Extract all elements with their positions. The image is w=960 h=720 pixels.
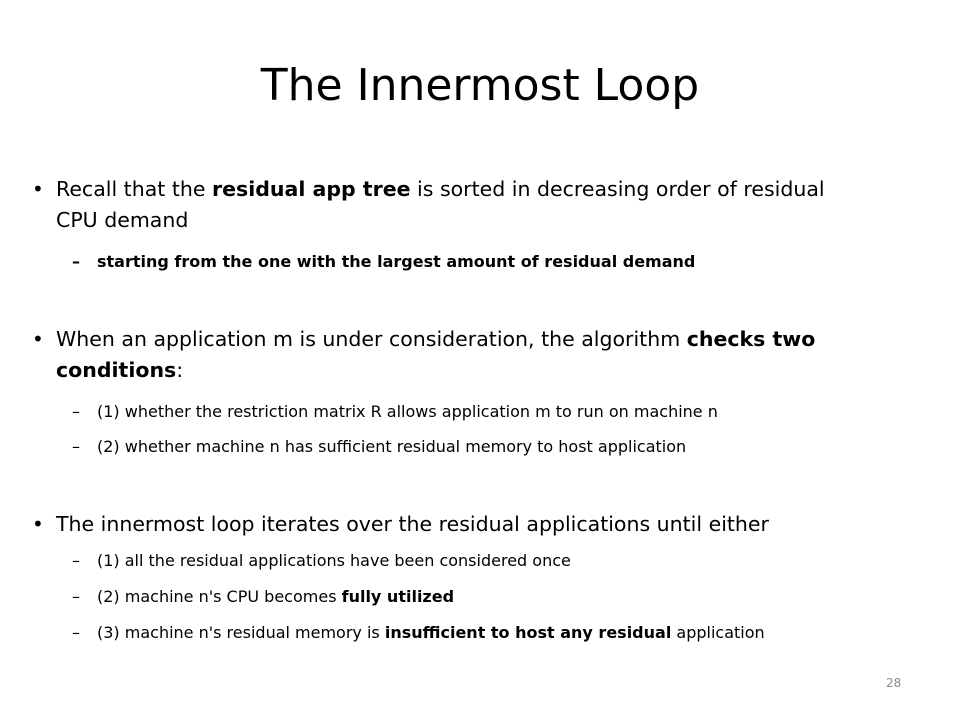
bullet-3-sub-2 <box>72 586 455 608</box>
bullet-3-sub-3-bold: insufficient to host any residual <box>384 623 672 642</box>
bullet-2-sub-1-text: (1) whether the restriction matrix R allows application m to run on machine n <box>97 402 718 421</box>
slide-title: The Innermost Loop <box>260 60 700 111</box>
bullet-1-line-2: CPU demand <box>56 208 189 232</box>
bullet-2-text-a: When an application m is under consideration, the algorithm <box>56 327 687 351</box>
bullet-marker: • <box>32 512 44 536</box>
bullet-1-sub-1-text: starting from the one with the largest amount of residual demand <box>97 252 696 271</box>
bullet-3-sub-3-text-b: application <box>671 623 765 642</box>
bullet-1-sub-1 <box>72 251 696 273</box>
bullet-1-text-a: Recall that the <box>56 177 212 201</box>
bullet-3-sub-1 <box>72 550 571 572</box>
bullet-3-text: The innermost loop iterates over the residual applications until either <box>56 512 769 536</box>
bullet-3-sub-3 <box>72 622 765 644</box>
bullet-3 <box>32 509 769 539</box>
bullet-1 <box>32 174 825 204</box>
bullet-2-colon: : <box>176 358 184 382</box>
dash-marker: – <box>72 623 80 642</box>
bullet-1-bold: residual app tree <box>211 177 411 201</box>
slide-number: 28 <box>886 676 902 690</box>
dash-marker: – <box>72 437 80 456</box>
bullet-1-text-b: is sorted in decreasing order of residual <box>410 177 825 201</box>
dash-marker: – <box>72 402 80 421</box>
bullet-2-line-2 <box>56 355 183 385</box>
bullet-2-sub-2 <box>72 436 687 458</box>
bullet-2-sub-2-text: (2) whether machine n has sufficient residual memory to host application <box>97 437 687 456</box>
bullet-2 <box>32 324 816 354</box>
dash-marker: – <box>72 252 80 271</box>
dash-marker: – <box>72 551 80 570</box>
bullet-3-sub-2-bold: fully utilized <box>341 587 455 606</box>
bullet-2-bold: checks two <box>686 327 816 351</box>
bullet-3-sub-2-text: (2) machine n's CPU becomes <box>97 587 342 606</box>
bullet-2-sub-1 <box>72 401 718 423</box>
bullet-3-sub-3-text-a: (3) machine n's residual memory is <box>97 623 385 642</box>
dash-marker: – <box>72 587 80 606</box>
bullet-2-bold-2: conditions <box>56 358 177 382</box>
bullet-marker: • <box>32 327 44 351</box>
bullet-marker: • <box>32 177 44 201</box>
bullet-3-sub-1-text: (1) all the residual applications have been considered once <box>97 551 571 570</box>
